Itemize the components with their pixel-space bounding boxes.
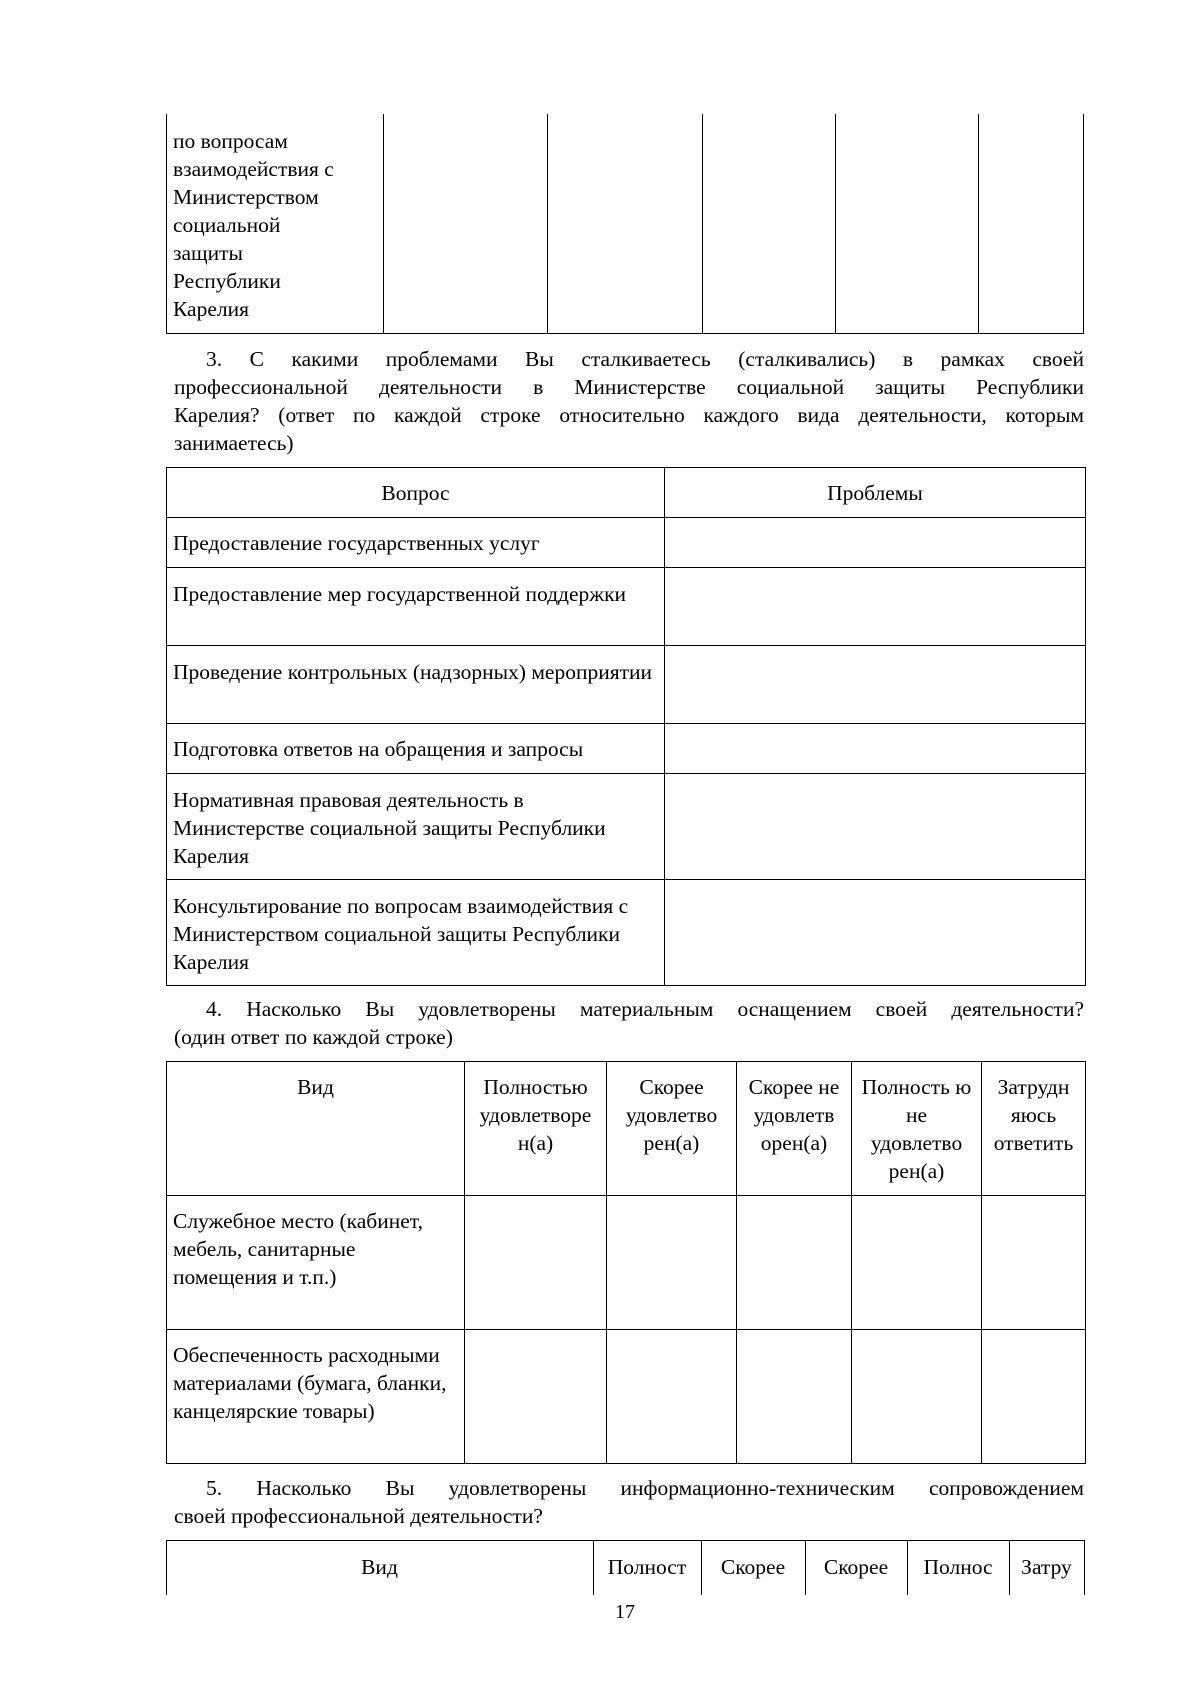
answer-cell[interactable] xyxy=(852,1330,982,1464)
table-vline xyxy=(978,114,979,333)
table-vline xyxy=(547,114,548,333)
header-cell: Затрудн яюсь ответить xyxy=(982,1062,1086,1196)
question-3-line: занимаетесь) xyxy=(174,431,294,455)
answer-cell[interactable] xyxy=(982,1330,1086,1464)
page-number: 17 xyxy=(615,1601,635,1623)
cell-line: по вопросам xyxy=(173,129,288,153)
cell-line: социальной xyxy=(173,213,281,237)
header-cell: Полностью удовлетворе н(а) xyxy=(465,1062,607,1196)
question-4-line: (один ответ по каждой строке) xyxy=(174,1025,453,1049)
header-cell: Вопрос xyxy=(167,468,665,518)
table-row xyxy=(167,1196,1086,1330)
table-vline xyxy=(1083,114,1084,333)
table-vline xyxy=(702,114,703,333)
it-support-table xyxy=(166,1540,1085,1595)
table-vline xyxy=(1084,1541,1085,1595)
header-cell: Скорее удовлетво рен(а) xyxy=(607,1062,737,1196)
table-row xyxy=(167,646,1086,724)
row-label-text: Предоставление мер государственной поддержки xyxy=(173,582,627,606)
table-row xyxy=(167,724,1086,774)
row-label-text: Нормативная правовая деятельность в Министерстве социальной защиты Республики Карелия xyxy=(173,788,606,868)
question-3-line: профессиональной деятельности в Министерстве социальной защиты Республики xyxy=(174,375,1084,399)
material-satisfaction-table xyxy=(166,1061,1086,1464)
table-row xyxy=(167,774,1086,880)
table-header-row xyxy=(167,468,1086,518)
answer-cell[interactable] xyxy=(665,646,1086,724)
table-row xyxy=(167,568,1086,646)
table-row xyxy=(167,1330,1086,1464)
cell-line: Министерством xyxy=(173,185,319,209)
question-3 xyxy=(174,345,1084,457)
table-vline xyxy=(383,114,384,333)
answer-cell[interactable] xyxy=(737,1330,852,1464)
row-label-text: Проведение контрольных (надзорных) мероприятии xyxy=(173,660,653,684)
question-5-line: своей профессиональной деятельности? xyxy=(174,1504,543,1528)
table-header-row xyxy=(167,1062,1086,1196)
answer-cell[interactable] xyxy=(465,1330,607,1464)
question-5-line: 5. Насколько Вы удовлетворены информационно-техническим сопровождением xyxy=(206,1476,1084,1500)
table-vline xyxy=(835,114,836,333)
answer-cell[interactable] xyxy=(465,1196,607,1330)
problems-table xyxy=(166,467,1086,986)
answer-cell[interactable] xyxy=(852,1196,982,1330)
answer-cell[interactable] xyxy=(607,1330,737,1464)
header-cell: Скорее не удовлетв орен(а) xyxy=(737,1062,852,1196)
header-cell: Проблемы xyxy=(665,468,1086,518)
question-4-line: 4. Насколько Вы удовлетворены материальным оснащением своей деятельности? xyxy=(206,997,1084,1021)
header-cell: Вид xyxy=(361,1555,398,1579)
row-label xyxy=(167,774,665,880)
answer-cell[interactable] xyxy=(665,774,1086,880)
question-3-line: Карелия? (ответ по каждой строке относительно каждого вида деятельности, которым xyxy=(174,403,1084,427)
table-vline xyxy=(166,114,167,333)
table-row xyxy=(167,880,1086,986)
question-5 xyxy=(174,1474,1084,1530)
row-label: Предоставление государственных услуг xyxy=(167,518,665,568)
continuation-table xyxy=(166,114,1084,334)
cell-line: Республики xyxy=(173,269,281,293)
header-cell: Полность ю не удовлетво рен(а) xyxy=(852,1062,982,1196)
cell-line: Карелия xyxy=(173,297,250,321)
header-cell: Полност xyxy=(607,1555,687,1579)
table-cell-text xyxy=(173,127,378,323)
header-cell: Затру xyxy=(1021,1555,1072,1579)
answer-cell[interactable] xyxy=(607,1196,737,1330)
row-label xyxy=(167,646,665,724)
answer-cell[interactable] xyxy=(665,724,1086,774)
answer-cell[interactable] xyxy=(665,880,1086,986)
answer-cell[interactable] xyxy=(665,568,1086,646)
header-cell: Полнос xyxy=(923,1555,993,1579)
row-label-text: Консультирование по вопросам взаимодействия с Министерством социальной защиты Республики Карелия xyxy=(173,894,629,974)
row-label xyxy=(167,880,665,986)
cell-line: защиты xyxy=(173,241,243,265)
header-cell: Вид xyxy=(167,1062,465,1196)
header-cell: Скорее xyxy=(823,1555,889,1579)
row-label: Обеспеченность расходными материалами (бумага, бланки, канцелярские товары) xyxy=(167,1330,465,1464)
question-4 xyxy=(174,995,1084,1051)
table-row xyxy=(167,518,1086,568)
header-cell: Скорее xyxy=(720,1555,786,1579)
row-label: Служебное место (кабинет, мебель, санитарные помещения и т.п.) xyxy=(167,1196,465,1330)
answer-cell[interactable] xyxy=(982,1196,1086,1330)
row-label: Подготовка ответов на обращения и запросы xyxy=(167,724,665,774)
question-3-line: 3. С какими проблемами Вы сталкиваетесь (сталкивались) в рамках своей xyxy=(206,347,1084,371)
cell-line: взаимодействия с xyxy=(173,157,334,181)
row-label xyxy=(167,568,665,646)
answer-cell[interactable] xyxy=(665,518,1086,568)
answer-cell[interactable] xyxy=(737,1196,852,1330)
